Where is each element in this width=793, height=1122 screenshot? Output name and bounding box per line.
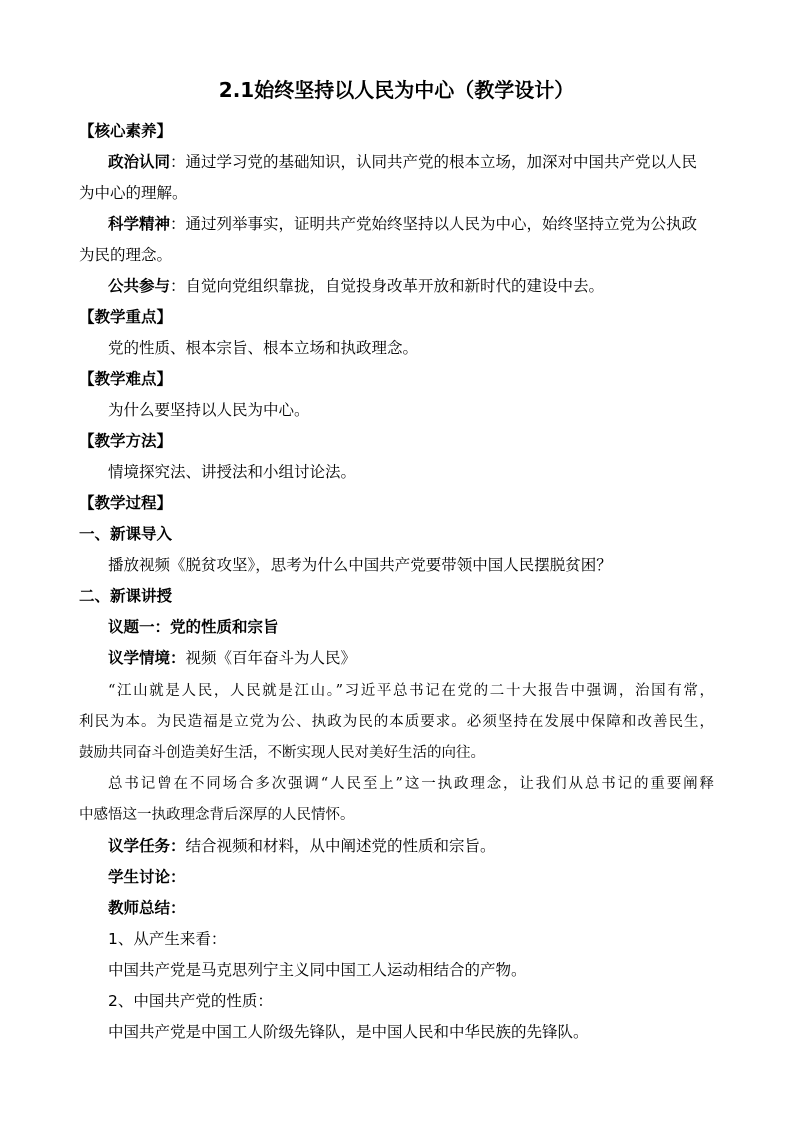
section-methods: 【教学方法】 — [79, 432, 173, 450]
quote-line-2: 利民为本。为民造福是立党为公、执政为民的本质要求。必须坚持在发展中保障和改善民生， — [79, 714, 714, 730]
document-title: 2.1始终坚持以人民为中心（教学设计） — [218, 78, 575, 102]
section-process: 【教学过程】 — [79, 494, 173, 512]
student-discussion-label: 学生讨论： — [108, 868, 186, 886]
section-core-literacy: 【核心素养】 — [79, 122, 173, 140]
teacher-summary-label: 教师总结： — [108, 899, 186, 917]
summary-point-2: 2、中国共产党的性质： — [108, 992, 273, 1010]
quote-line-1: “江山就是人民，人民就是江山。”习近平总书记在党的二十大报告中强调，治国有常， — [108, 683, 714, 699]
scientific-spirit-line — [108, 214, 697, 234]
scientific-spirit-text-2: 为民的理念。 — [79, 246, 173, 264]
learning-task-line — [108, 836, 496, 856]
quote-line-3: 鼓励共同奋斗创造美好生活，不断实现人民对美好生活的向往。 — [79, 745, 485, 761]
scientific-spirit-label: 科学精神 — [108, 215, 171, 233]
methods-text: 情境探究法、讲授法和小组讨论法。 — [108, 463, 357, 481]
scientific-spirit-text: ：通过列举事实，证明共产党始终坚持以人民为中心，始终坚持立党为公执政 — [170, 215, 698, 233]
topic-one: 议题一：党的性质和宗旨 — [108, 618, 279, 636]
quote-line-5: 中感悟这一执政理念背后深厚的人民情怀。 — [79, 807, 355, 823]
learning-task-text: 结合视频和材料，从中阐述党的性质和宗旨。 — [185, 837, 496, 855]
summary-point-1: 1、从产生来看： — [108, 930, 227, 948]
intro-text: 播放视频《脱贫攻坚》，思考为什么中国共产党要带领中国人民摆脱贫困？ — [108, 556, 612, 574]
learning-situation-label: 议学情境： — [108, 649, 186, 667]
lecture-heading: 二、新课讲授 — [79, 587, 173, 605]
learning-situation-line — [108, 648, 356, 668]
political-identity-text: ：通过学习党的基础知识，认同共产党的根本立场，加深对中国共产党以人民 — [170, 153, 698, 171]
difficulties-text: 为什么要坚持以人民为中心。 — [108, 401, 310, 419]
summary-point-1-text: 中国共产党是马克思列宁主义同中国工人运动相结合的产物。 — [108, 961, 527, 979]
political-identity-label: 政治认同 — [108, 153, 171, 171]
section-difficulties: 【教学难点】 — [79, 370, 173, 388]
public-participation-text: ：自觉向党组织靠拢，自觉投身改革开放和新时代的建设中去。 — [170, 277, 605, 295]
key-points-text: 党的性质、根本宗旨、根本立场和执政理念。 — [108, 339, 419, 357]
summary-point-2-text: 中国共产党是中国工人阶级先锋队，是中国人民和中华民族的先锋队。 — [108, 1023, 589, 1041]
learning-task-label: 议学任务： — [108, 837, 186, 855]
intro-heading: 一、新课导入 — [79, 525, 173, 543]
political-identity-line — [108, 152, 697, 172]
quote-line-4: 总书记曾在不同场合多次强调“人民至上”这一执政理念，让我们从总书记的重要阐释 — [108, 776, 714, 792]
public-participation-label: 公共参与 — [108, 277, 171, 295]
political-identity-text-2: 为中心的理解。 — [79, 184, 188, 202]
section-key-points: 【教学重点】 — [79, 308, 173, 326]
learning-situation-text: 视频《百年奋斗为人民》 — [185, 649, 357, 667]
public-participation-line — [108, 276, 604, 296]
